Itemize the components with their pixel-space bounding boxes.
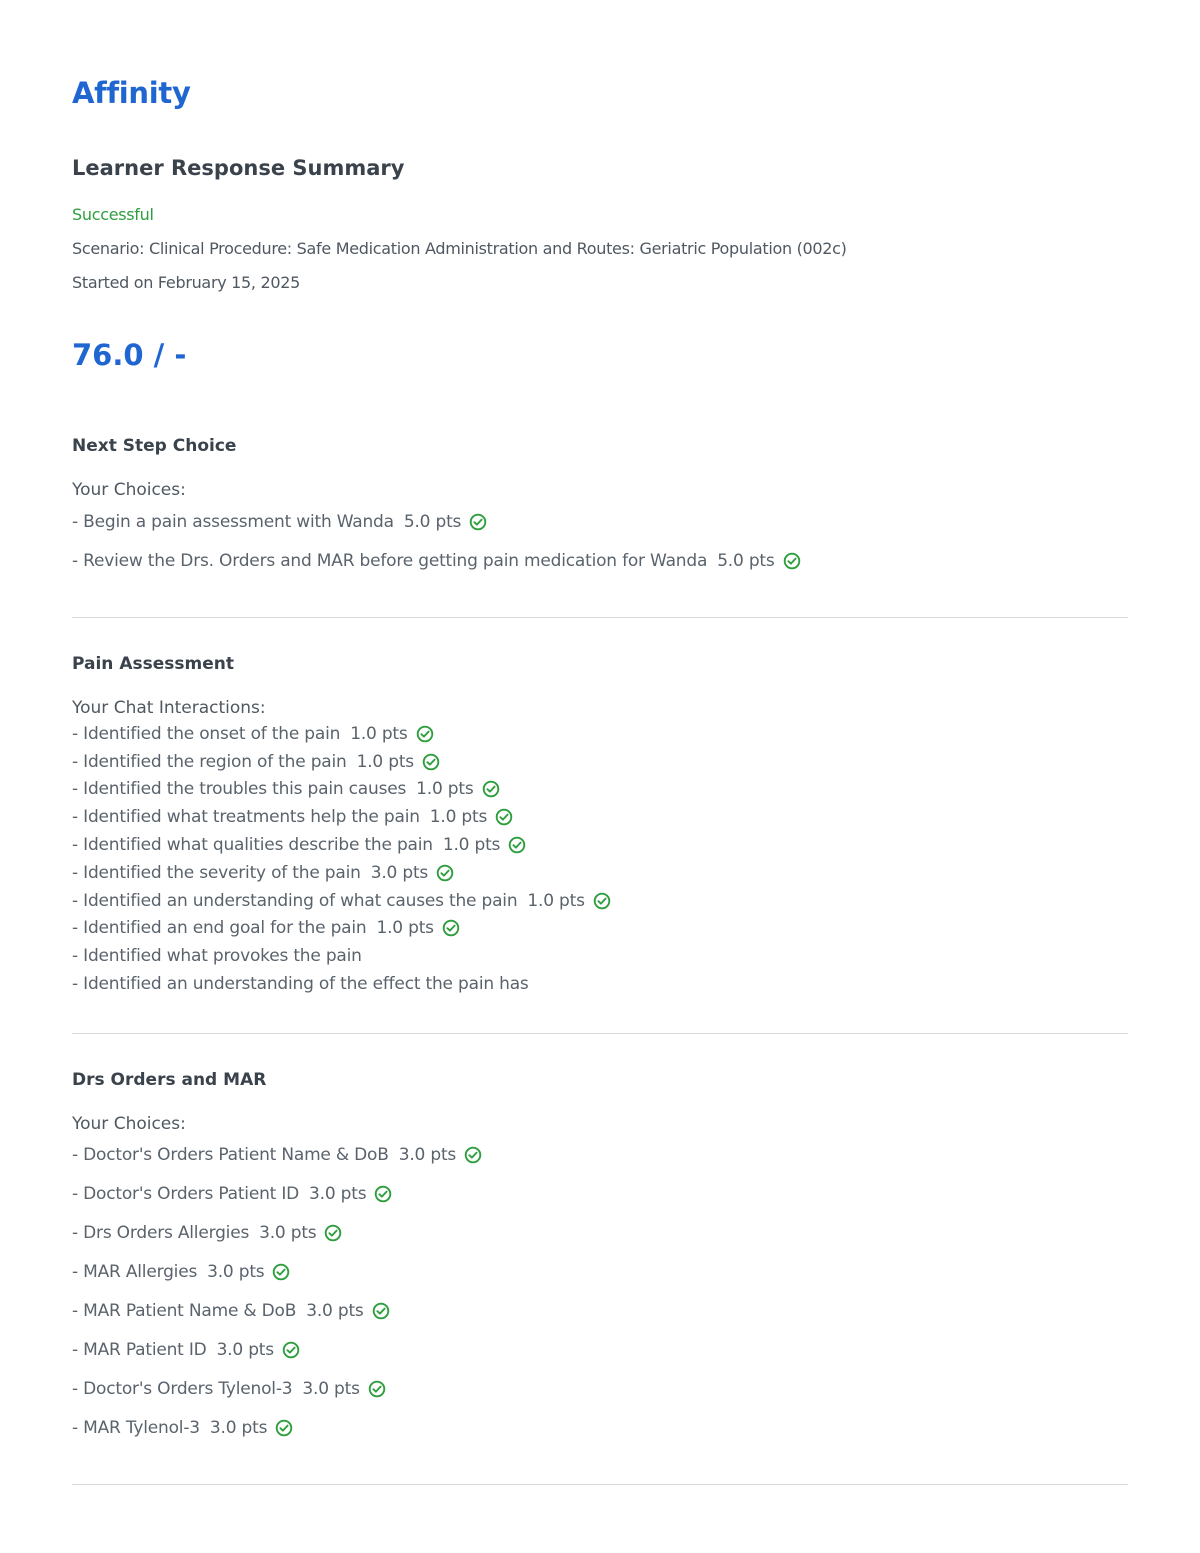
item-points: 3.0 pts — [207, 1262, 265, 1283]
list-item — [72, 748, 1128, 776]
brand-logo: Affinity — [72, 76, 191, 110]
check-circle-icon — [368, 1380, 386, 1398]
list-item — [72, 942, 1128, 970]
section-divider — [72, 617, 1128, 618]
list-item — [72, 859, 1128, 887]
page-title: Learner Response Summary — [72, 156, 405, 180]
list-item — [72, 720, 1128, 748]
check-circle-icon — [372, 1302, 390, 1320]
section-drs-orders-mar — [72, 1068, 1128, 1447]
item-text: - Identified the region of the pain — [72, 751, 347, 772]
status-text: Successful — [72, 205, 154, 224]
item-text: - Identified the troubles this pain causes — [72, 779, 407, 800]
list-item — [72, 915, 1128, 943]
list-item — [72, 1369, 1128, 1408]
item-points: 3.0 pts — [398, 1145, 457, 1166]
section-next-step-choice — [72, 434, 1128, 580]
check-circle-icon — [324, 1224, 342, 1242]
check-circle-icon — [495, 808, 513, 826]
list-item — [72, 970, 1128, 998]
choice-list — [72, 502, 1128, 580]
item-text: - Doctor's Orders Tylenol-3 — [72, 1378, 293, 1399]
section-subtitle: Your Choices: — [72, 480, 186, 500]
item-text: - Identified what treatments help the pain — [72, 807, 420, 828]
section-subtitle: Your Chat Interactions: — [72, 698, 266, 718]
list-item — [72, 1175, 1128, 1214]
item-text: - Identified an understanding of what causes the pain — [72, 890, 518, 911]
item-text: - Doctor's Orders Patient Name & DoB — [72, 1145, 389, 1166]
list-item — [72, 1408, 1128, 1447]
item-points: 3.0 pts — [370, 862, 429, 883]
check-circle-icon — [593, 892, 611, 910]
list-item — [72, 1214, 1128, 1253]
item-text: - Identified the onset of the pain — [72, 723, 341, 744]
check-circle-icon — [422, 753, 440, 771]
list-item — [72, 1330, 1128, 1369]
item-text: - Begin a pain assessment with Wanda — [72, 511, 394, 532]
section-title: Drs Orders and MAR — [72, 1070, 267, 1090]
check-circle-icon — [282, 1341, 300, 1359]
check-circle-icon — [442, 919, 460, 937]
check-circle-icon — [783, 552, 801, 570]
list-item — [72, 831, 1128, 859]
check-circle-icon — [482, 780, 500, 798]
score-total: 76.0 / - — [72, 338, 187, 372]
item-points: 5.0 pts — [717, 550, 775, 571]
item-points: 1.0 pts — [356, 751, 414, 772]
section-title: Next Step Choice — [72, 436, 237, 456]
item-text: - Identified what qualities describe the pain — [72, 835, 433, 856]
section-divider — [72, 1033, 1128, 1034]
section-pain-assessment — [72, 652, 1128, 998]
item-points: 5.0 pts — [403, 511, 462, 532]
item-points: 1.0 pts — [376, 918, 434, 939]
item-text: - Review the Drs. Orders and MAR before getting pain medication for Wanda — [72, 550, 708, 571]
item-points: 1.0 pts — [350, 723, 408, 744]
item-points: 3.0 pts — [209, 1417, 268, 1438]
item-text: - MAR Patient Name & DoB — [72, 1301, 297, 1321]
item-points: 1.0 pts — [416, 779, 474, 800]
check-circle-icon — [436, 864, 454, 882]
item-points: 3.0 pts — [216, 1339, 274, 1360]
item-points: 3.0 pts — [302, 1378, 360, 1399]
check-circle-icon — [374, 1185, 392, 1203]
section-divider — [72, 1484, 1128, 1485]
section-subtitle: Your Choices: — [72, 1114, 186, 1134]
check-circle-icon — [508, 836, 526, 854]
list-item — [72, 541, 1128, 580]
started-date: Started on February 15, 2025 — [72, 273, 301, 292]
item-text: - Identified an understanding of the effect the pain has — [72, 974, 529, 995]
check-circle-icon — [469, 513, 487, 531]
list-item — [72, 887, 1128, 915]
check-circle-icon — [464, 1146, 482, 1164]
scenario-text: Scenario: Clinical Procedure: Safe Medication Administration and Routes: Geriatric Population (002c) — [72, 239, 847, 258]
item-text: - Identified what provokes the pain — [72, 946, 362, 967]
item-points: 1.0 pts — [527, 890, 585, 911]
item-points: 3.0 pts — [306, 1301, 364, 1321]
item-text: - MAR Tylenol-3 — [72, 1417, 200, 1438]
check-circle-icon — [416, 725, 434, 743]
item-text: - Doctor's Orders Patient ID — [72, 1184, 300, 1205]
list-item — [72, 803, 1128, 831]
item-points: 3.0 pts — [259, 1223, 317, 1244]
list-item — [72, 502, 1128, 541]
list-item — [72, 1292, 1128, 1331]
item-points: 3.0 pts — [309, 1184, 367, 1205]
check-circle-icon — [275, 1419, 293, 1437]
section-title: Pain Assessment — [72, 654, 234, 674]
check-circle-icon — [272, 1263, 290, 1281]
item-points: 1.0 pts — [429, 807, 488, 828]
choice-list — [72, 1136, 1128, 1447]
item-text: - MAR Patient ID — [72, 1339, 207, 1360]
list-item — [72, 1253, 1128, 1292]
item-text: - MAR Allergies — [72, 1262, 198, 1283]
item-text: - Drs Orders Allergies — [72, 1223, 250, 1244]
item-points: 1.0 pts — [442, 835, 501, 856]
item-text: - Identified an end goal for the pain — [72, 918, 367, 939]
item-text: - Identified the severity of the pain — [72, 862, 361, 883]
list-item — [72, 1136, 1128, 1175]
list-item — [72, 776, 1128, 804]
interaction-list — [72, 720, 1128, 998]
